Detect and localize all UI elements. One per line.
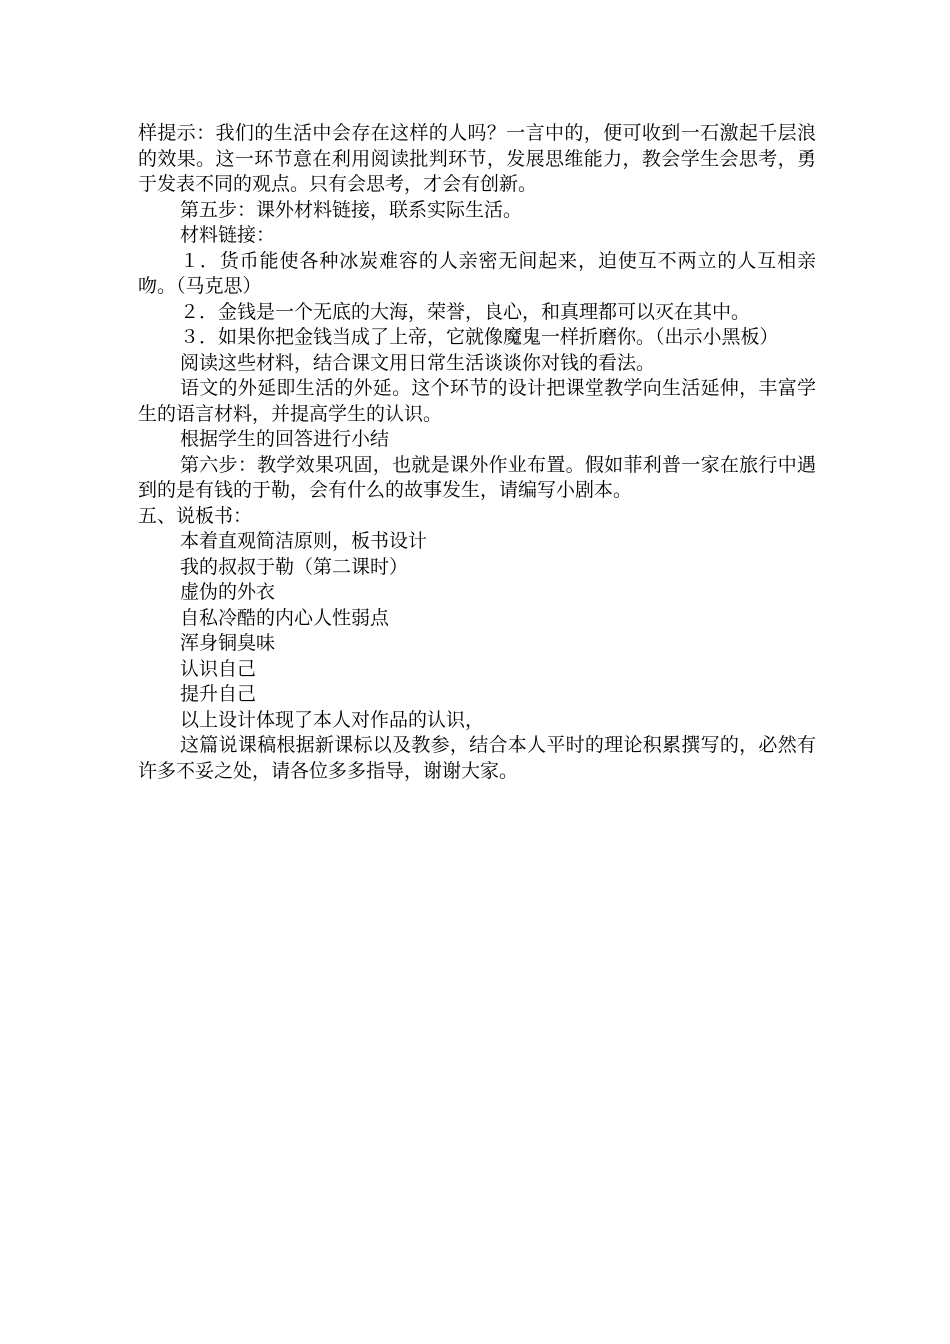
paragraph-intro-tail: 样提示：我们的生活中会存在这样的人吗？一言中的，便可收到一石激起千层浪的效果。这一环节意在利用阅读批判环节，发展思维能力，教会学生会思考，勇于发表不同的观点。只有会思考，才会有创新。 [138,122,816,195]
paragraph-material-heading: 材料链接： [180,224,276,246]
board-line-2: 自私冷酷的内心人性弱点 [180,606,390,629]
board-line-5: 提升自己 [180,683,257,705]
document-body [138,121,816,784]
paragraph-step-five: 第五步：课外材料链接，联系实际生活。 [180,198,523,221]
paragraph-extension: 语文的外延即生活的外延。这个环节的设计把课堂教学向生活延伸，丰富学生的语言材料，并提高学生的认识。 [138,377,816,425]
paragraph-closing: 这篇说课稿根据新课标以及教参，结合本人平时的理论积累撰写的，必然有许多不妥之处，请各位多多指导，谢谢大家。 [138,734,816,782]
board-line-1: 虚伪的外衣 [180,581,276,603]
paragraph-summary: 根据学生的回答进行小结 [180,428,390,450]
paragraph-material-3: ３．如果你把金钱当成了上帝，它就像魔鬼一样折磨你。（出示小黑板） [180,326,779,348]
board-line-3: 浑身铜臭味 [180,632,276,654]
paragraph-board-principle: 本着直观简洁原则，板书设计 [180,530,428,552]
section-heading-board: 五、说板书： [138,504,253,527]
board-line-4: 认识自己 [180,657,257,680]
paragraph-step-six: 第六步：教学效果巩固，也就是课外作业布置。假如菲利普一家在旅行中遇到的是有钱的于勒，会有什么的故事发生，请编写小剧本。 [138,453,816,501]
paragraph-material-2: ２．金钱是一个无底的大海，荣誉，良心，和真理都可以灭在其中。 [180,300,751,323]
paragraph-material-1: １．货币能使各种冰炭难容的人亲密无间起来，迫使互不两立的人互相亲吻。（马克思） [138,249,816,297]
paragraph-design-note: 以上设计体现了本人对作品的认识， [180,708,485,731]
paragraph-reading-task: 阅读这些材料，结合课文用日常生活谈谈你对钱的看法。 [180,351,656,374]
board-line-title: 我的叔叔于勒（第二课时） [180,555,409,578]
